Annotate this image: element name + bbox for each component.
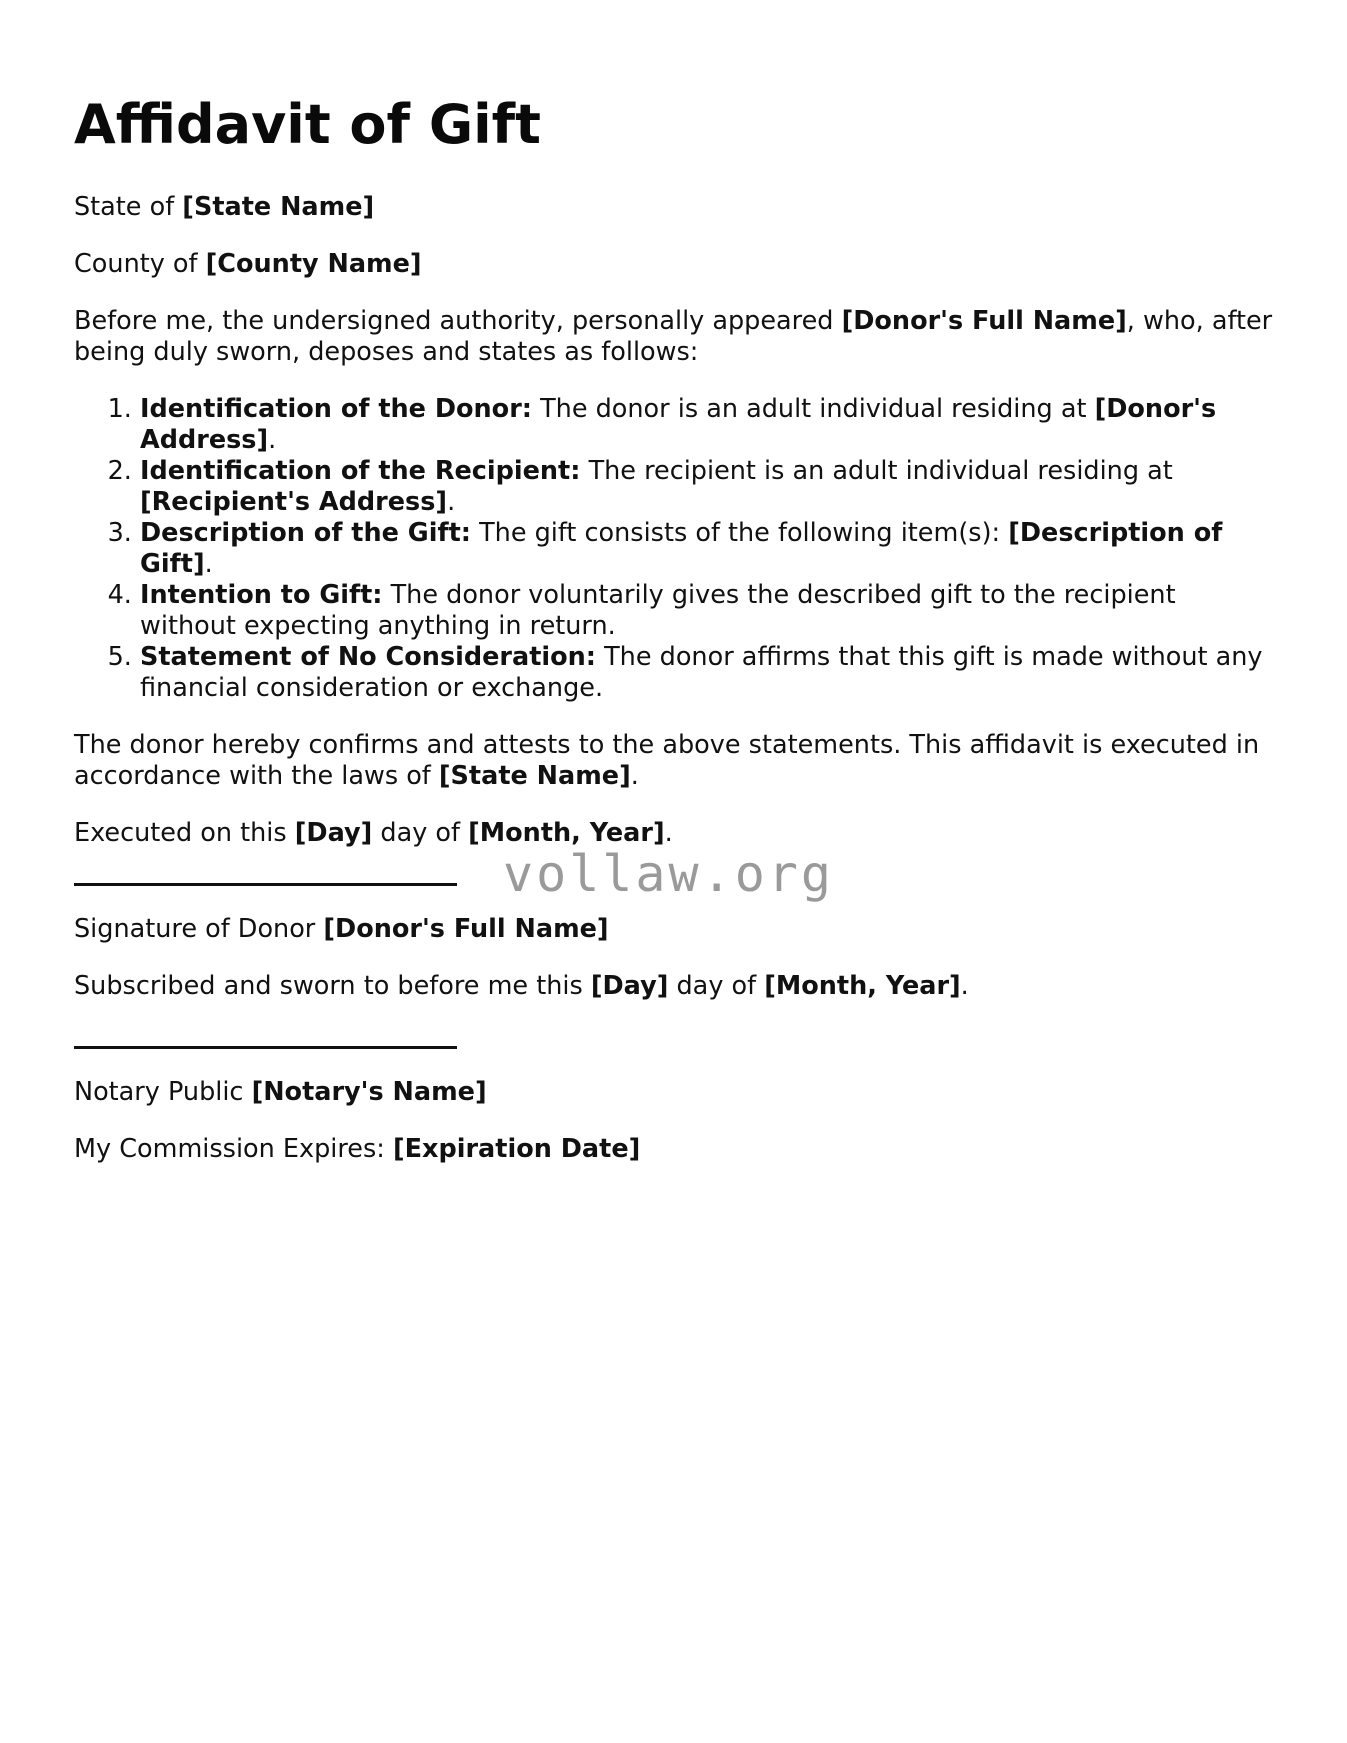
month-year-placeholder: [Month, Year] [764,971,961,1001]
document-title: Affidavit of Gift [74,93,541,156]
item-text: The gift consists of the following item(s): [479,518,1001,548]
intro-text-end: , who, after being duly sworn, deposes and states as follows: [74,306,1273,367]
state-line [74,192,1274,223]
document-page [74,92,1274,1191]
item-placeholder: [Donor's Address] [140,394,1217,455]
state-label: State of [74,192,175,222]
confirm-paragraph [74,730,1274,792]
expiration-date-placeholder: [Expiration Date] [392,1134,641,1164]
notary-signature-line [74,1046,457,1049]
list-item [140,580,1274,642]
list-item [140,642,1274,704]
commission-label: My Commission Expires: [74,1134,385,1164]
item-heading: Statement of No Consideration: [140,642,596,672]
notary-label: Notary Public [74,1077,244,1107]
item-placeholder: [Recipient's Address] [140,487,448,517]
donor-name-placeholder: [Donor's Full Name] [841,306,1127,336]
list-item [140,456,1274,518]
donor-signature-caption [74,914,1274,945]
intro-text: Before me, the undersigned authority, personally appeared [74,306,834,336]
day-placeholder: [Day] [294,818,373,848]
donor-name-placeholder: [Donor's Full Name] [323,914,609,944]
executed-mid: day of [380,818,461,848]
item-text: The donor voluntarily gives the described gift to the recipient without expecting anything in return. [140,580,1176,641]
subscribed-text: Subscribed and sworn to before me this [74,971,583,1001]
donor-signature-line [74,883,457,886]
subscribed-end: . [960,971,969,1001]
subscribed-line [74,971,1274,1002]
county-label: County of [74,249,198,279]
item-end: . [447,487,456,517]
notary-name-placeholder: [Notary's Name] [251,1077,487,1107]
watermark: vollaw.org [503,845,835,903]
notary-line [74,1077,1274,1108]
county-placeholder: [County Name] [205,249,422,279]
item-text: The donor is an adult individual residing at [540,394,1087,424]
confirm-end: . [630,761,639,791]
commission-line [74,1134,1274,1165]
month-year-placeholder: [Month, Year] [468,818,665,848]
list-item [140,394,1274,456]
item-text: The donor affirms that this gift is made without any financial consideration or exchange. [140,642,1263,703]
item-end: . [268,425,277,455]
executed-text: Executed on this [74,818,287,848]
item-placeholder: [Description of Gift] [140,518,1223,579]
intro-paragraph [74,306,1274,368]
statements-list [74,394,1274,704]
item-heading: Identification of the Recipient: [140,456,581,486]
state-placeholder: [State Name] [182,192,375,222]
state-placeholder: [State Name] [438,761,631,791]
item-text: The recipient is an adult individual residing at [588,456,1173,486]
executed-end: . [664,818,673,848]
item-end: . [204,549,213,579]
item-heading: Identification of the Donor: [140,394,532,424]
item-heading: Description of the Gift: [140,518,471,548]
confirm-text: The donor hereby confirms and attests to the above statements. This affidavit is executed in accordance with the laws of [74,730,1260,791]
item-heading: Intention to Gift: [140,580,383,610]
day-placeholder: [Day] [590,971,669,1001]
county-line [74,249,1274,280]
list-item [140,518,1274,580]
signature-label: Signature of Donor [74,914,316,944]
subscribed-mid: day of [676,971,757,1001]
